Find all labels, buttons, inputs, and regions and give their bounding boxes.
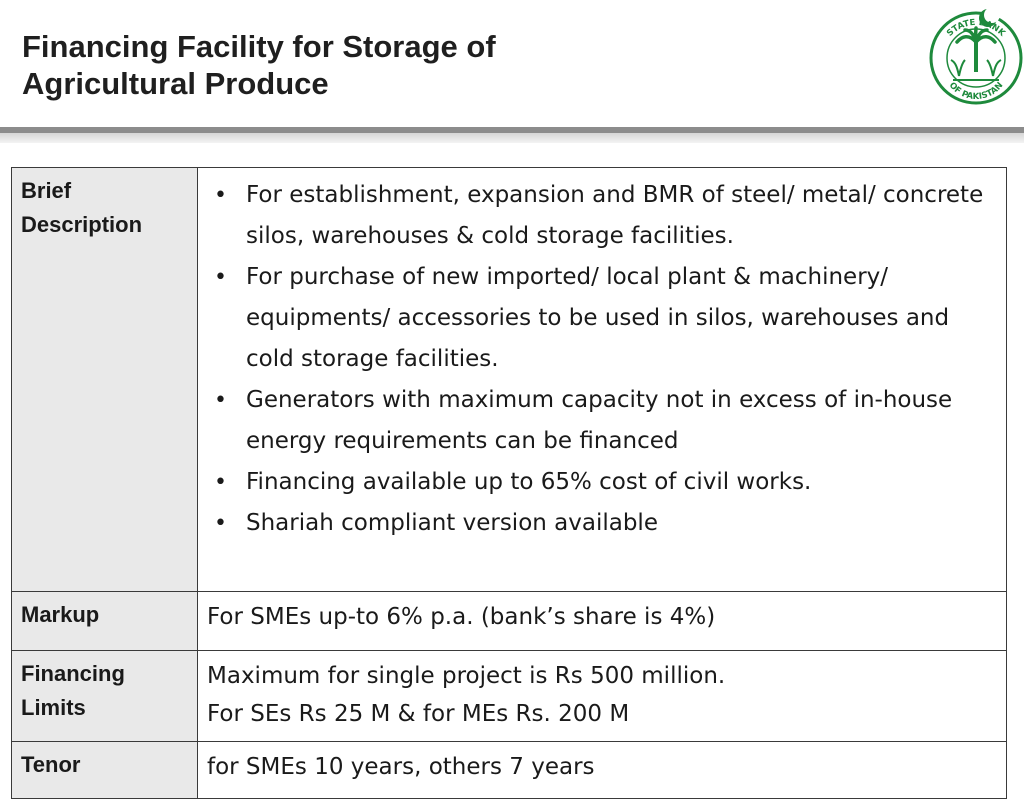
tenor-text: for SMEs 10 years, others 7 years xyxy=(207,754,595,780)
title-line-2: Agricultural Produce xyxy=(22,66,329,101)
list-item xyxy=(208,380,994,462)
table-row xyxy=(12,651,1007,742)
list-item xyxy=(208,503,994,544)
bullet-icon: • xyxy=(214,265,227,290)
row-value-brief-description xyxy=(198,168,1007,592)
slide-title xyxy=(22,28,902,102)
logo-text: STATE BANK xyxy=(945,17,1007,39)
bullet-text: For purchase of new imported/ local plant & machinery/ equipments/ accessories to be used in silos, warehouses and cold storage facilities. xyxy=(246,264,950,372)
row-label-financing-limits: Financing Limits xyxy=(12,651,198,742)
row-label-tenor: Tenor xyxy=(12,742,198,799)
bullet-text: Financing available up to 65% cost of civil works. xyxy=(246,469,812,495)
table-row xyxy=(12,168,1007,592)
limits-line-2: For SEs Rs 25 M & for MEs Rs. 200 M xyxy=(207,701,630,727)
bullet-icon: • xyxy=(214,388,227,413)
limits-line-1: Maximum for single project is Rs 500 million. xyxy=(207,663,726,689)
list-item xyxy=(208,462,994,503)
bullet-text: Generators with maximum capacity not in excess of in-house energy requirements can be financed xyxy=(246,387,953,454)
markup-text: For SMEs up-to 6% p.a. (bank’s share is 4%) xyxy=(207,604,716,630)
bullet-icon: • xyxy=(214,183,227,208)
table-row xyxy=(12,592,1007,651)
facility-table xyxy=(11,167,1007,799)
state-bank-of-pakistan-logo xyxy=(929,0,1023,116)
list-item xyxy=(208,175,994,257)
row-label-brief-description: Brief Description xyxy=(12,168,198,592)
bullet-icon: • xyxy=(214,470,227,495)
title-divider-shadow xyxy=(0,133,1024,143)
bullet-icon: • xyxy=(214,511,227,536)
row-label-markup: Markup xyxy=(12,592,198,651)
table-row xyxy=(12,742,1007,799)
title-line-1: Financing Facility for Storage of xyxy=(22,29,496,64)
list-item xyxy=(208,257,994,380)
row-value-financing-limits xyxy=(198,651,1007,742)
row-value-markup xyxy=(198,592,1007,651)
svg-text:OF PAKISTAN: OF PAKISTAN xyxy=(946,80,1006,103)
bullet-text: For establishment, expansion and BMR of steel/ metal/ concrete silos, warehouses & cold storage facilities. xyxy=(246,182,984,249)
bullet-text: Shariah compliant version available xyxy=(246,510,658,536)
description-bullet-list xyxy=(198,168,1006,548)
row-value-tenor xyxy=(198,742,1007,799)
